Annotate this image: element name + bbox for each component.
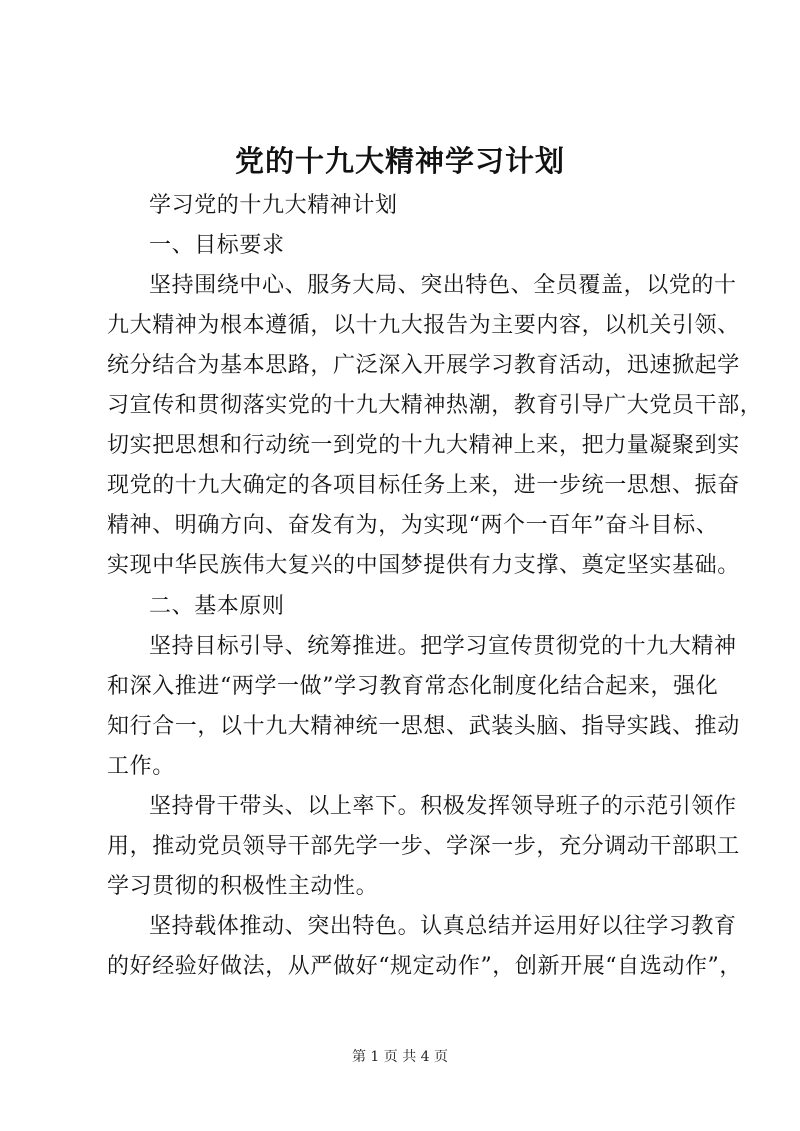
paragraph-line: 现党的十九大确定的各项目标任务上来，进一步统一思想、振奋 [107,473,740,498]
paragraph-line: 坚持骨干带头、以上率下。积极发挥领导班子的示范引领作 [149,794,737,819]
paragraph-line: 用，推动党员领导干部先学一步、学深一步，充分调动干部职工 [107,834,740,859]
paragraph-line: 实现中华民族伟大复兴的中国梦提供有力支撑、奠定坚实基础。 [107,553,740,578]
paragraph-line: 知行合一，以十九大精神统一思想、武装头脑、指导实践、推动 [107,714,740,739]
page-number-footer: 第 1 页 共 4 页 [351,1049,449,1065]
paragraph-line: 和深入推进“两学一做”学习教育常态化制度化结合起来，强化 [107,674,719,699]
paragraph-line: 统分结合为基本思路，广泛深入开展学习教育活动，迅速掀起学 [107,353,740,378]
paragraph-line: 坚持围绕中心、服务大局、突出特色、全员覆盖，以党的十 [149,273,737,298]
subtitle-line: 学习党的十九大精神计划 [149,193,398,218]
paragraph-line: 习宣传和贯彻落实党的十九大精神热潮，教育引导广大党员干部， [107,393,763,418]
paragraph-line: 学习贯彻的积极性主动性。 [107,874,379,899]
paragraph-line: 坚持目标引导、统筹推进。把学习宣传贯彻党的十九大精神 [149,634,737,659]
paragraph-line: 工作。 [107,754,175,779]
paragraph-line: 切实把思想和行动统一到党的十九大精神上来，把力量凝聚到实 [107,433,740,458]
section-heading-principles: 二、基本原则 [149,594,285,619]
paragraph-line: 坚持载体推动、突出特色。认真总结并运用好以往学习教育 [149,914,737,939]
document-title: 党的十九大精神学习计划 [234,144,565,178]
paragraph-line: 精神、明确方向、奋发有为，为实现“两个一百年”奋斗目标、 [107,513,719,538]
section-heading-goals: 一、目标要求 [149,233,285,258]
paragraph-line: 九大精神为根本遵循，以十九大报告为主要内容，以机关引领、 [107,313,740,338]
paragraph-line: 的好经验好做法，从严做好“规定动作”，创新开展“自选动作”， [107,954,742,979]
